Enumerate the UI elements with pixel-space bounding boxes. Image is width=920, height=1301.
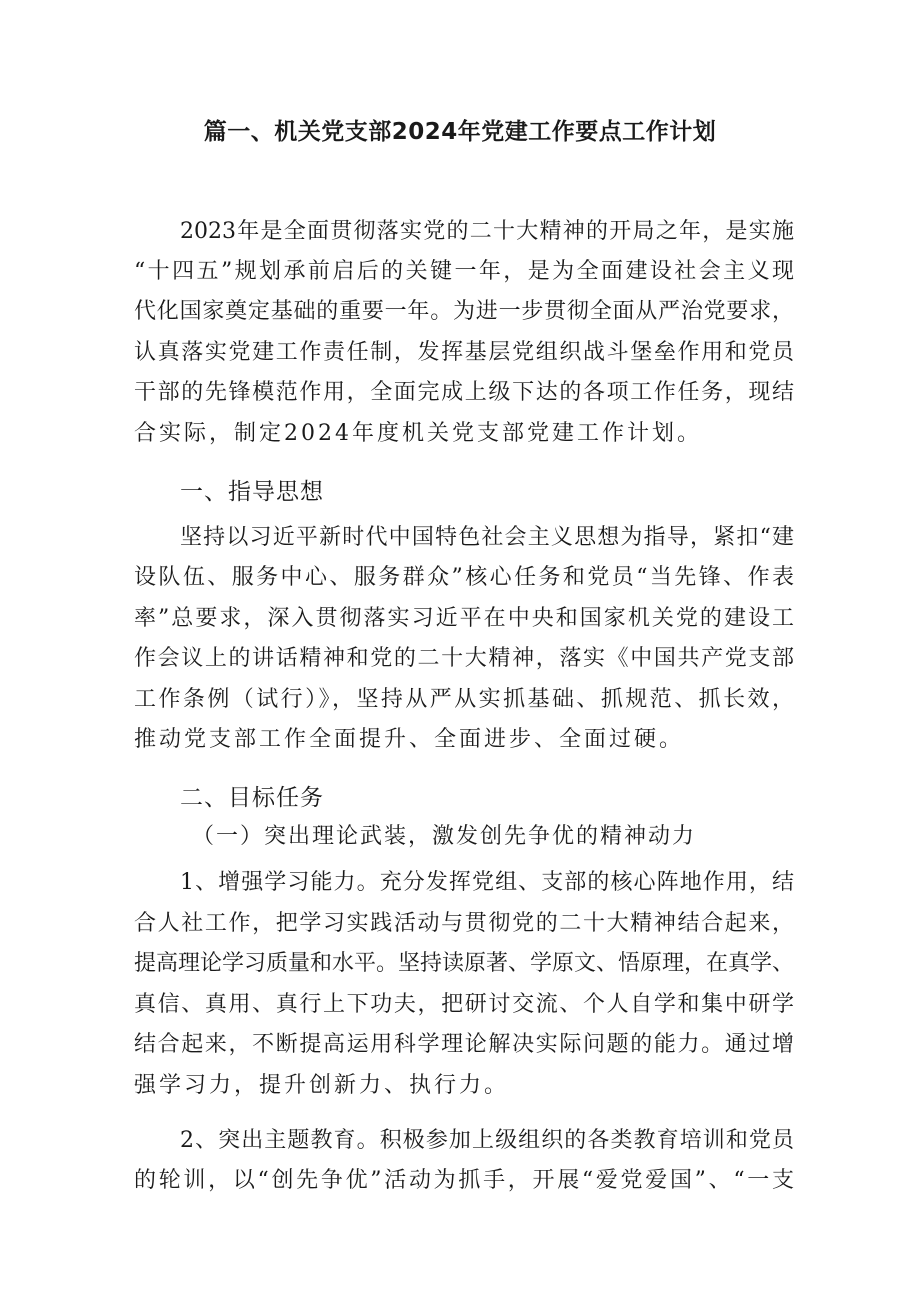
section1-line-1: 坚持以习近平新时代中国特色社会主义思想为指导，紧扣“建 xyxy=(180,525,794,550)
item2-line-1: 2、突出主题教育。积极参加上级组织的各类教育培训和党员 xyxy=(180,1128,794,1153)
intro-line-5: 干部的先锋模范作用，全面完成上级下达的各项工作任务，现结 xyxy=(134,380,794,405)
item1-line-2: 合人社工作，把学习实践活动与贯彻党的二十大精神结合起来， xyxy=(134,911,794,936)
document-title: 篇一、机关党支部2024年党建工作要点工作计划 xyxy=(203,119,717,145)
section1-line-6: 推动党支部工作全面提升、全面进步、全面过硬。 xyxy=(134,727,685,752)
item1-line-4: 真信、真用、真行上下功夫，把研讨交流、个人自学和集中研学 xyxy=(134,992,794,1017)
section2-subheading-1: （一）突出理论武装，激发创先争优的精神动力 xyxy=(192,824,697,849)
intro-line-4: 认真落实党建工作责任制，发挥基层党组织战斗堡垒作用和党员 xyxy=(134,340,794,365)
item1-line-1: 1、增强学习能力。充分发挥党组、支部的核心阵地作用，结 xyxy=(180,870,794,895)
section1-line-4: 作会议上的讲话精神和党的二十大精神，落实《中国共产党支部 xyxy=(134,646,794,671)
intro-line-2: “十四五”规划承前启后的关键一年，是为全面建设社会主义现 xyxy=(134,259,794,284)
item1-line-5: 结合起来，不断提高运用科学理论解决实际问题的能力。通过增 xyxy=(134,1032,794,1057)
intro-line-6: 合实际，制定2024年度机关党支部党建工作计划。 xyxy=(134,421,702,446)
section1-line-5: 工作条例（试行）》，坚持从严从实抓基础、抓规范、抓长效， xyxy=(134,687,794,712)
section1-line-2: 设队伍、服务中心、服务群众”核心任务和党员“当先锋、作表 xyxy=(134,565,794,590)
section1-heading: 一、指导思想 xyxy=(180,479,324,505)
section1-line-3: 率”总要求，深入贯彻落实习近平在中央和国家机关党的建设工 xyxy=(134,606,794,631)
intro-line-1: 2023年是全面贯彻落实党的二十大精神的开局之年，是实施 xyxy=(180,219,794,244)
item2-line-2: 的轮训，以“创先争优”活动为抓手，开展“爱党爱国”、“一支 xyxy=(134,1168,794,1193)
item1-line-3: 提高理论学习质量和水平。坚持读原著、学原文、悟原理，在真学、 xyxy=(134,951,795,976)
section2-heading: 二、目标任务 xyxy=(180,785,324,811)
intro-line-3: 代化国家奠定基础的重要一年。为进一步贯彻全面从严治党要求， xyxy=(134,299,794,324)
item1-line-6: 强学习力，提升创新力、执行力。 xyxy=(134,1073,510,1098)
